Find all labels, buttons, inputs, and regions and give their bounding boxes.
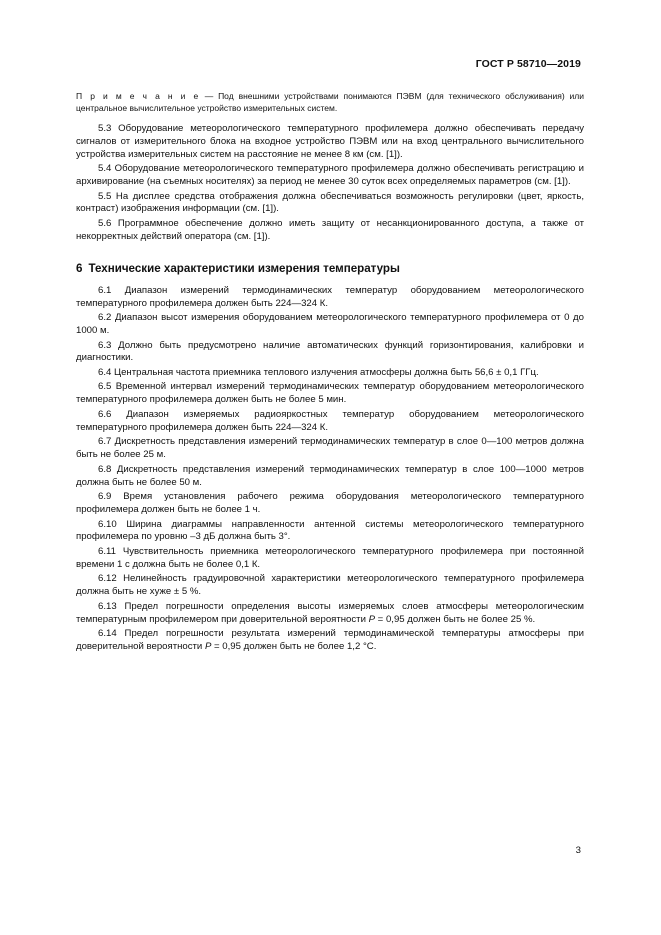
document-body: [76, 90, 584, 656]
note-text: — Под внешними устройствами понимаются ПЭВМ (для технического обслуживания) или центральное вычислительное устройство измерительных систем.: [76, 91, 584, 114]
paragraph-6-13-text-a: 6.13 Предел погрешности определения высоты измеряемых слоев атмосферы метеорологическим температурным профилемером при доверительной вероятности: [76, 600, 584, 625]
probability-symbol: P: [368, 613, 376, 625]
paragraph-6-3: 6.3 Должно быть предусмотрено наличие автоматических функций горизонтирования, калибровки и диагностики.: [76, 339, 584, 364]
paragraph-6-14-text-a: 6.14 Предел погрешности результата измерений термодинамической температуры атмосферы при доверительной вероятности: [76, 628, 584, 653]
note-label: П р и м е ч а н и е: [76, 91, 200, 101]
paragraph-6-12: 6.12 Нелинейность градуировочной характеристики метеорологического температурного профилемера должна быть не хуже ± 5 %.: [76, 573, 584, 598]
paragraph-6-11: 6.11 Чувствительность приемника метеорологического температурного профилемера при постоянной времени 1 с должна быть не более 0,1 К.: [76, 545, 584, 570]
paragraph-6-13: [76, 601, 584, 627]
paragraph-6-8: 6.8 Дискретность представления измерений термодинамических температур в слое 100—1000 метров должна быть не более 50 м.: [76, 463, 584, 488]
document-header: ГОСТ Р 58710—2019: [475, 58, 581, 70]
page-number: 3: [575, 845, 581, 856]
paragraph-6-2: 6.2 Диапазон высот измерения оборудованием метеорологического температурного профилемера от 0 до 1000 м.: [76, 312, 584, 337]
probability-symbol: P: [204, 641, 212, 653]
paragraph-6-9: 6.9 Время установления рабочего режима оборудования метеорологического температурного профилемера должен быть не более 1 ч.: [76, 491, 584, 515]
note-paragraph: [76, 90, 584, 115]
paragraph-6-7: 6.7 Дискретность представления измерений термодинамических температур в слое 0—100 метров должна быть не более 25 м.: [76, 436, 584, 461]
paragraph-6-5: 6.5 Временной интервал измерений термодинамических температур оборудованием метеорологического температурного профилемера должен быть не более 5 мин.: [76, 381, 584, 406]
paragraph-5-4: 5.4 Оборудование метеорологического температурного профилемера должно обеспечивать регистрацию и архивирование (на съемных носителях) за период не менее 30 суток всех определяемых параметров (см. [1]).: [76, 163, 584, 188]
paragraph-6-10: 6.10 Ширина диаграммы направленности антенной системы метеорологического температурного профилемера по уровню –3 дБ должна быть 3°.: [76, 518, 584, 543]
paragraph-6-4: 6.4 Центральная частота приемника теплового излучения атмосферы должна быть 56,6 ± 0,1 ГГц.: [98, 366, 539, 378]
paragraph-5-5: 5.5 На дисплее средства отображения должна обеспечиваться возможность регулировки (цвет, яркость, контраст) изображения информации (см. [1]).: [76, 190, 584, 215]
paragraph-6-14: [76, 628, 584, 654]
paragraph-6-6: 6.6 Диапазон измеряемых радиояркостных температур оборудованием метеорологического температурного профилемера должен быть 224—324 К.: [76, 408, 584, 433]
paragraph-6-1: 6.1 Диапазон измерений термодинамических температур оборудованием метеорологического температурного профилемера должен быть 224—324 К.: [76, 284, 584, 309]
section-6-heading: [76, 262, 584, 275]
paragraph-6-13-text-b: = 0,95 должен быть не более 25 %.: [375, 613, 536, 625]
paragraph-5-6: 5.6 Программное обеспечение должно иметь защиту от несанкционированного доступа, а также от некорректных действий оператора (см. [1]).: [76, 217, 584, 242]
section-6-title: Технические характеристики измерения температуры: [88, 261, 400, 275]
paragraph-6-14-text-b: = 0,95 должен быть не более 1,2 °С.: [211, 641, 377, 653]
paragraph-5-3: 5.3 Оборудование метеорологического температурного профилемера должно обеспечивать передачу сигналов от измерительного блока на входное устройство ПЭВМ или на вход центрального вычислительного устройства измерительных систем на расстояние не менее 8 км (см. [1]).: [76, 122, 584, 160]
section-6-number: 6: [76, 261, 83, 275]
